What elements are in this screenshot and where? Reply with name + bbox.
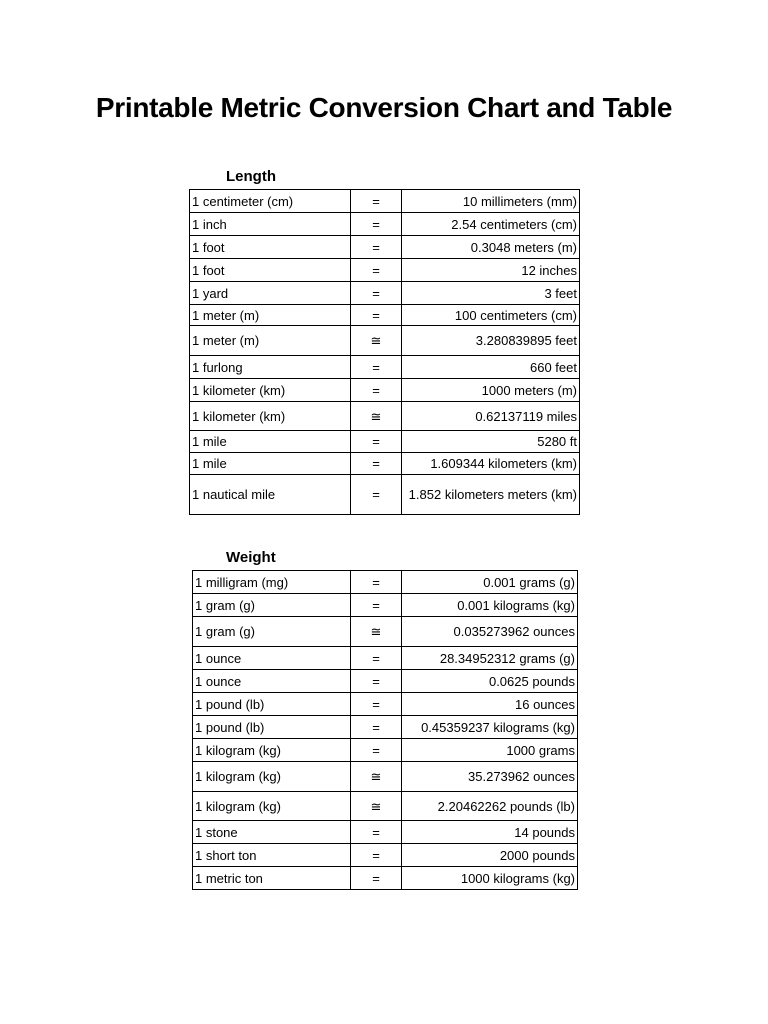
- from-unit-cell: 1 kilometer (km): [190, 379, 351, 402]
- operator-cell: =: [351, 867, 402, 890]
- table-row: [193, 762, 578, 792]
- table-row: [193, 821, 578, 844]
- from-unit-cell: 1 kilometer (km): [190, 402, 351, 431]
- to-value-cell: 0.001 grams (g): [402, 571, 578, 594]
- to-value-cell: 35.273962 ounces: [402, 762, 578, 792]
- to-value-cell: 2.20462262 pounds (lb): [402, 792, 578, 821]
- table-row: [193, 571, 578, 594]
- operator-cell: =: [351, 594, 402, 617]
- table-row: [193, 617, 578, 647]
- to-value-cell: 100 centimeters (cm): [402, 305, 580, 326]
- operator-cell: =: [351, 190, 402, 213]
- from-unit-cell: 1 inch: [190, 213, 351, 236]
- operator-cell: ≅: [351, 792, 402, 821]
- table-row: [190, 305, 580, 326]
- to-value-cell: 14 pounds: [402, 821, 578, 844]
- table-row: [193, 792, 578, 821]
- weight-conversion-table: [192, 570, 578, 890]
- operator-cell: =: [351, 305, 402, 326]
- from-unit-cell: 1 pound (lb): [193, 716, 351, 739]
- to-value-cell: 12 inches: [402, 259, 580, 282]
- to-value-cell: 0.001 kilograms (kg): [402, 594, 578, 617]
- weight-section-label: Weight: [226, 549, 276, 566]
- table-row: [190, 475, 580, 515]
- table-row: [190, 453, 580, 475]
- operator-cell: =: [351, 431, 402, 453]
- table-row: [190, 190, 580, 213]
- table-row: [193, 647, 578, 670]
- from-unit-cell: 1 ounce: [193, 670, 351, 693]
- page-title: Printable Metric Conversion Chart and Table: [95, 92, 673, 123]
- from-unit-cell: 1 kilogram (kg): [193, 762, 351, 792]
- operator-cell: =: [351, 739, 402, 762]
- table-row: [190, 326, 580, 356]
- operator-cell: =: [351, 716, 402, 739]
- from-unit-cell: 1 short ton: [193, 844, 351, 867]
- from-unit-cell: 1 pound (lb): [193, 693, 351, 716]
- to-value-cell: 3.280839895 feet: [402, 326, 580, 356]
- operator-cell: =: [351, 356, 402, 379]
- to-value-cell: 1000 grams: [402, 739, 578, 762]
- to-value-cell: 1000 kilograms (kg): [402, 867, 578, 890]
- operator-cell: =: [351, 282, 402, 305]
- operator-cell: =: [351, 475, 402, 515]
- to-value-cell: 16 ounces: [402, 693, 578, 716]
- operator-cell: ≅: [351, 762, 402, 792]
- to-value-cell: 10 millimeters (mm): [402, 190, 580, 213]
- from-unit-cell: 1 kilogram (kg): [193, 739, 351, 762]
- table-row: [193, 739, 578, 762]
- from-unit-cell: 1 mile: [190, 453, 351, 475]
- to-value-cell: 1.609344 kilometers (km): [402, 453, 580, 475]
- operator-cell: ≅: [351, 402, 402, 431]
- to-value-cell: 1000 meters (m): [402, 379, 580, 402]
- operator-cell: =: [351, 670, 402, 693]
- operator-cell: =: [351, 236, 402, 259]
- table-row: [190, 402, 580, 431]
- to-value-cell: 2.54 centimeters (cm): [402, 213, 580, 236]
- length-conversion-table: [189, 189, 580, 515]
- table-row: [190, 356, 580, 379]
- table-row: [190, 259, 580, 282]
- table-row: [190, 282, 580, 305]
- operator-cell: =: [351, 379, 402, 402]
- from-unit-cell: 1 gram (g): [193, 617, 351, 647]
- to-value-cell: 660 feet: [402, 356, 580, 379]
- operator-cell: =: [351, 693, 402, 716]
- to-value-cell: 0.3048 meters (m): [402, 236, 580, 259]
- from-unit-cell: 1 stone: [193, 821, 351, 844]
- table-row: [193, 670, 578, 693]
- table-row: [190, 213, 580, 236]
- table-row: [193, 716, 578, 739]
- table-row: [193, 693, 578, 716]
- length-section-label: Length: [226, 168, 276, 185]
- from-unit-cell: 1 nautical mile: [190, 475, 351, 515]
- operator-cell: =: [351, 844, 402, 867]
- table-row: [193, 867, 578, 890]
- from-unit-cell: 1 gram (g): [193, 594, 351, 617]
- from-unit-cell: 1 meter (m): [190, 326, 351, 356]
- table-row: [190, 236, 580, 259]
- to-value-cell: 0.035273962 ounces: [402, 617, 578, 647]
- from-unit-cell: 1 mile: [190, 431, 351, 453]
- operator-cell: ≅: [351, 617, 402, 647]
- operator-cell: =: [351, 453, 402, 475]
- table-row: [193, 844, 578, 867]
- from-unit-cell: 1 meter (m): [190, 305, 351, 326]
- table-row: [190, 379, 580, 402]
- operator-cell: =: [351, 571, 402, 594]
- operator-cell: =: [351, 259, 402, 282]
- to-value-cell: 28.34952312 grams (g): [402, 647, 578, 670]
- from-unit-cell: 1 kilogram (kg): [193, 792, 351, 821]
- operator-cell: =: [351, 821, 402, 844]
- from-unit-cell: 1 yard: [190, 282, 351, 305]
- to-value-cell: 5280 ft: [402, 431, 580, 453]
- from-unit-cell: 1 foot: [190, 236, 351, 259]
- from-unit-cell: 1 centimeter (cm): [190, 190, 351, 213]
- from-unit-cell: 1 furlong: [190, 356, 351, 379]
- to-value-cell: 2000 pounds: [402, 844, 578, 867]
- operator-cell: =: [351, 647, 402, 670]
- operator-cell: =: [351, 213, 402, 236]
- to-value-cell: 3 feet: [402, 282, 580, 305]
- table-row: [190, 431, 580, 453]
- from-unit-cell: 1 foot: [190, 259, 351, 282]
- from-unit-cell: 1 milligram (mg): [193, 571, 351, 594]
- from-unit-cell: 1 ounce: [193, 647, 351, 670]
- to-value-cell: 0.45359237 kilograms (kg): [402, 716, 578, 739]
- table-row: [193, 594, 578, 617]
- to-value-cell: 1.852 kilometers meters (km): [402, 475, 580, 515]
- to-value-cell: 0.62137119 miles: [402, 402, 580, 431]
- to-value-cell: 0.0625 pounds: [402, 670, 578, 693]
- from-unit-cell: 1 metric ton: [193, 867, 351, 890]
- operator-cell: ≅: [351, 326, 402, 356]
